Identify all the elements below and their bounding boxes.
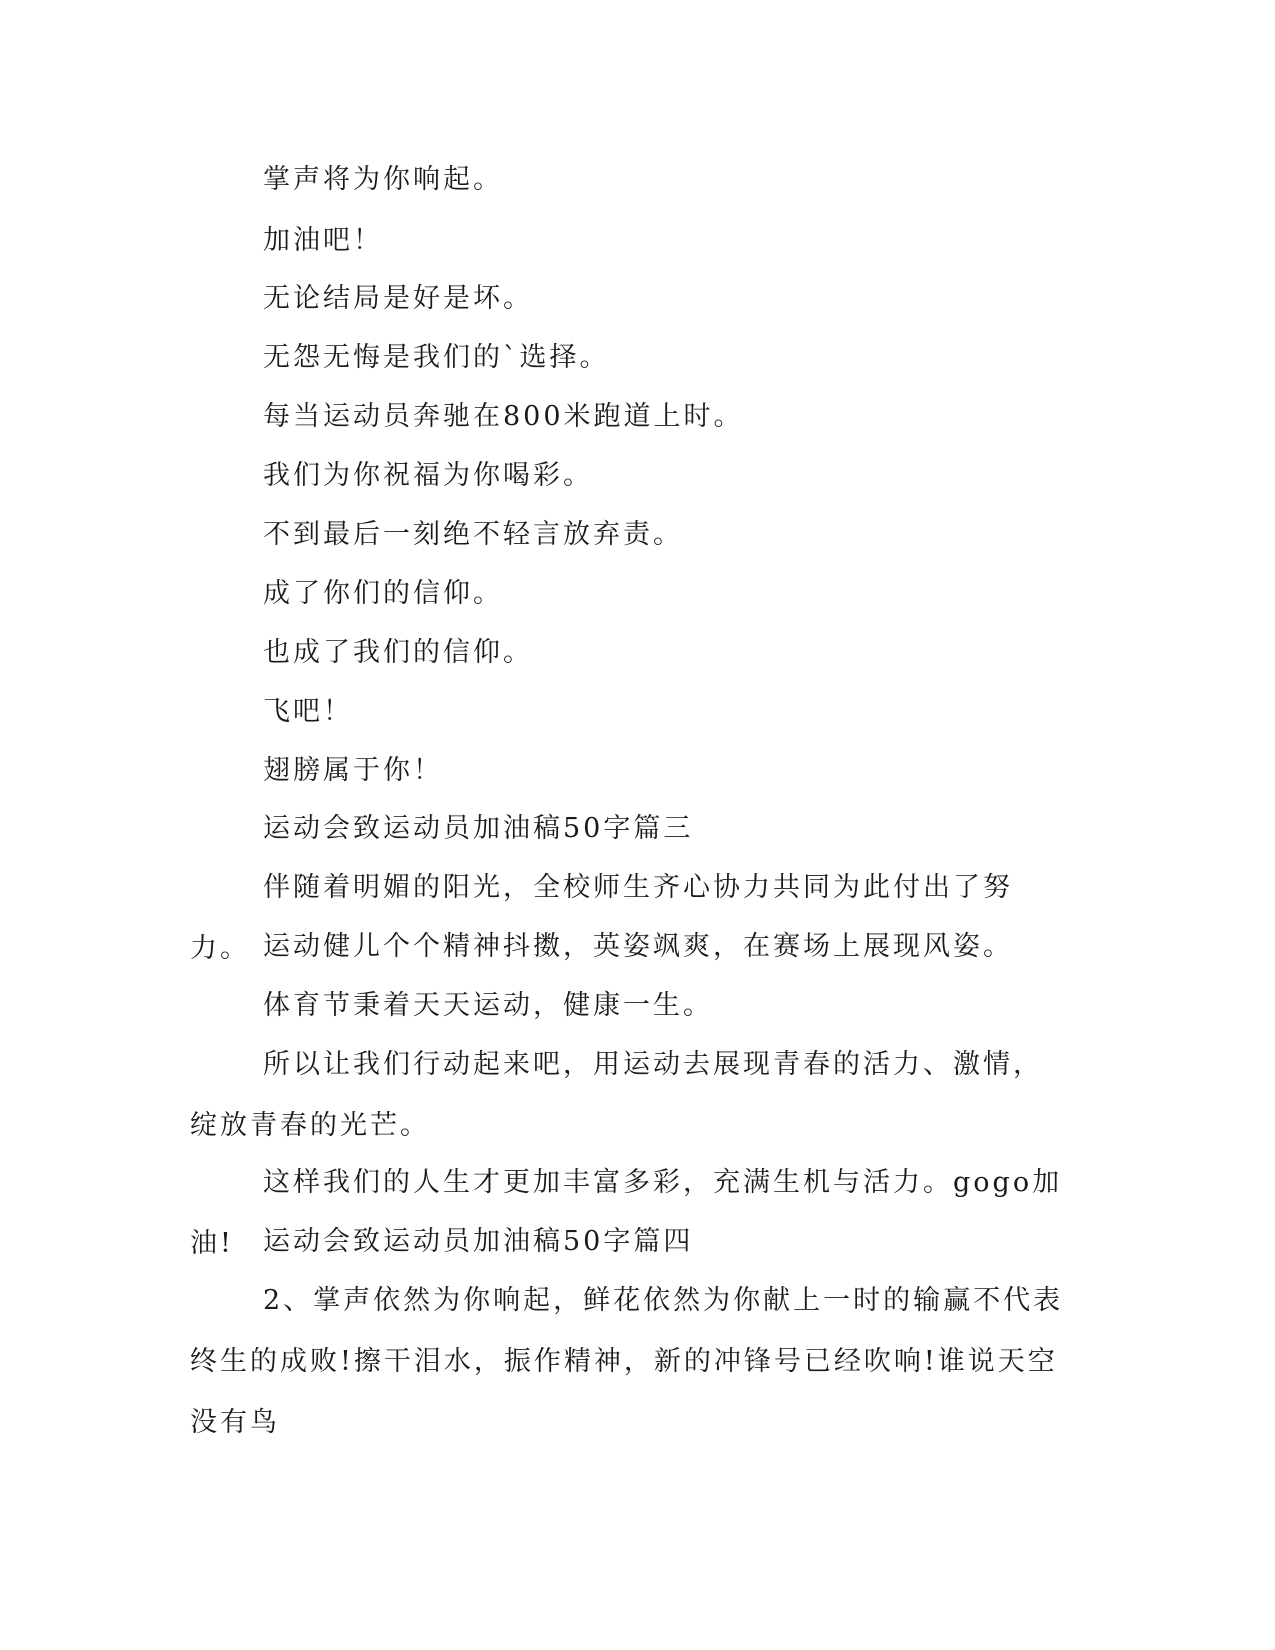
- paragraph: 飞吧！: [263, 696, 353, 727]
- paragraph: 不到最后一刻绝不轻言放弃责。: [263, 519, 683, 550]
- paragraph: 翅膀属于你！: [263, 755, 443, 786]
- section-heading: 运动会致运动员加油稿50字篇三: [263, 813, 694, 844]
- paragraph: 成了你们的信仰。: [263, 578, 503, 609]
- paragraph: 掌声将为你响起。: [263, 164, 503, 195]
- paragraph: 无论结局是好是坏。: [263, 283, 533, 314]
- paragraph: 所以让我们行动起来吧，用运动去展现青春的活力、激情，绽放青春的光芒。: [190, 1049, 1043, 1141]
- paragraph: 也成了我们的信仰。: [263, 637, 533, 668]
- paragraph: 加油吧！: [263, 225, 383, 256]
- paragraph: 这样我们的人生才更加丰富多彩，充满生机与活力。gogo加油!: [190, 1167, 1063, 1259]
- paragraph: 伴随着明媚的阳光，全校师生齐心协力共同为此付出了努力。: [190, 872, 1013, 964]
- section-heading: 运动会致运动员加油稿50字篇四: [263, 1226, 694, 1257]
- paragraph: 体育节秉着天天运动，健康一生。: [263, 990, 713, 1021]
- paragraph: 2、掌声依然为你响起，鲜花依然为你献上一时的输赢不代表终生的成败!擦干泪水，振作精神，新的冲锋号已经吹响!谁说天空没有鸟: [190, 1285, 1064, 1438]
- paragraph: 每当运动员奔驰在800米跑道上时。: [263, 401, 744, 432]
- paragraph: 我们为你祝福为你喝彩。: [263, 460, 593, 491]
- paragraph: 无怨无悔是我们的`选择。: [263, 342, 610, 373]
- paragraph: 运动健儿个个精神抖擞，英姿飒爽，在赛场上展现风姿。: [263, 931, 1013, 962]
